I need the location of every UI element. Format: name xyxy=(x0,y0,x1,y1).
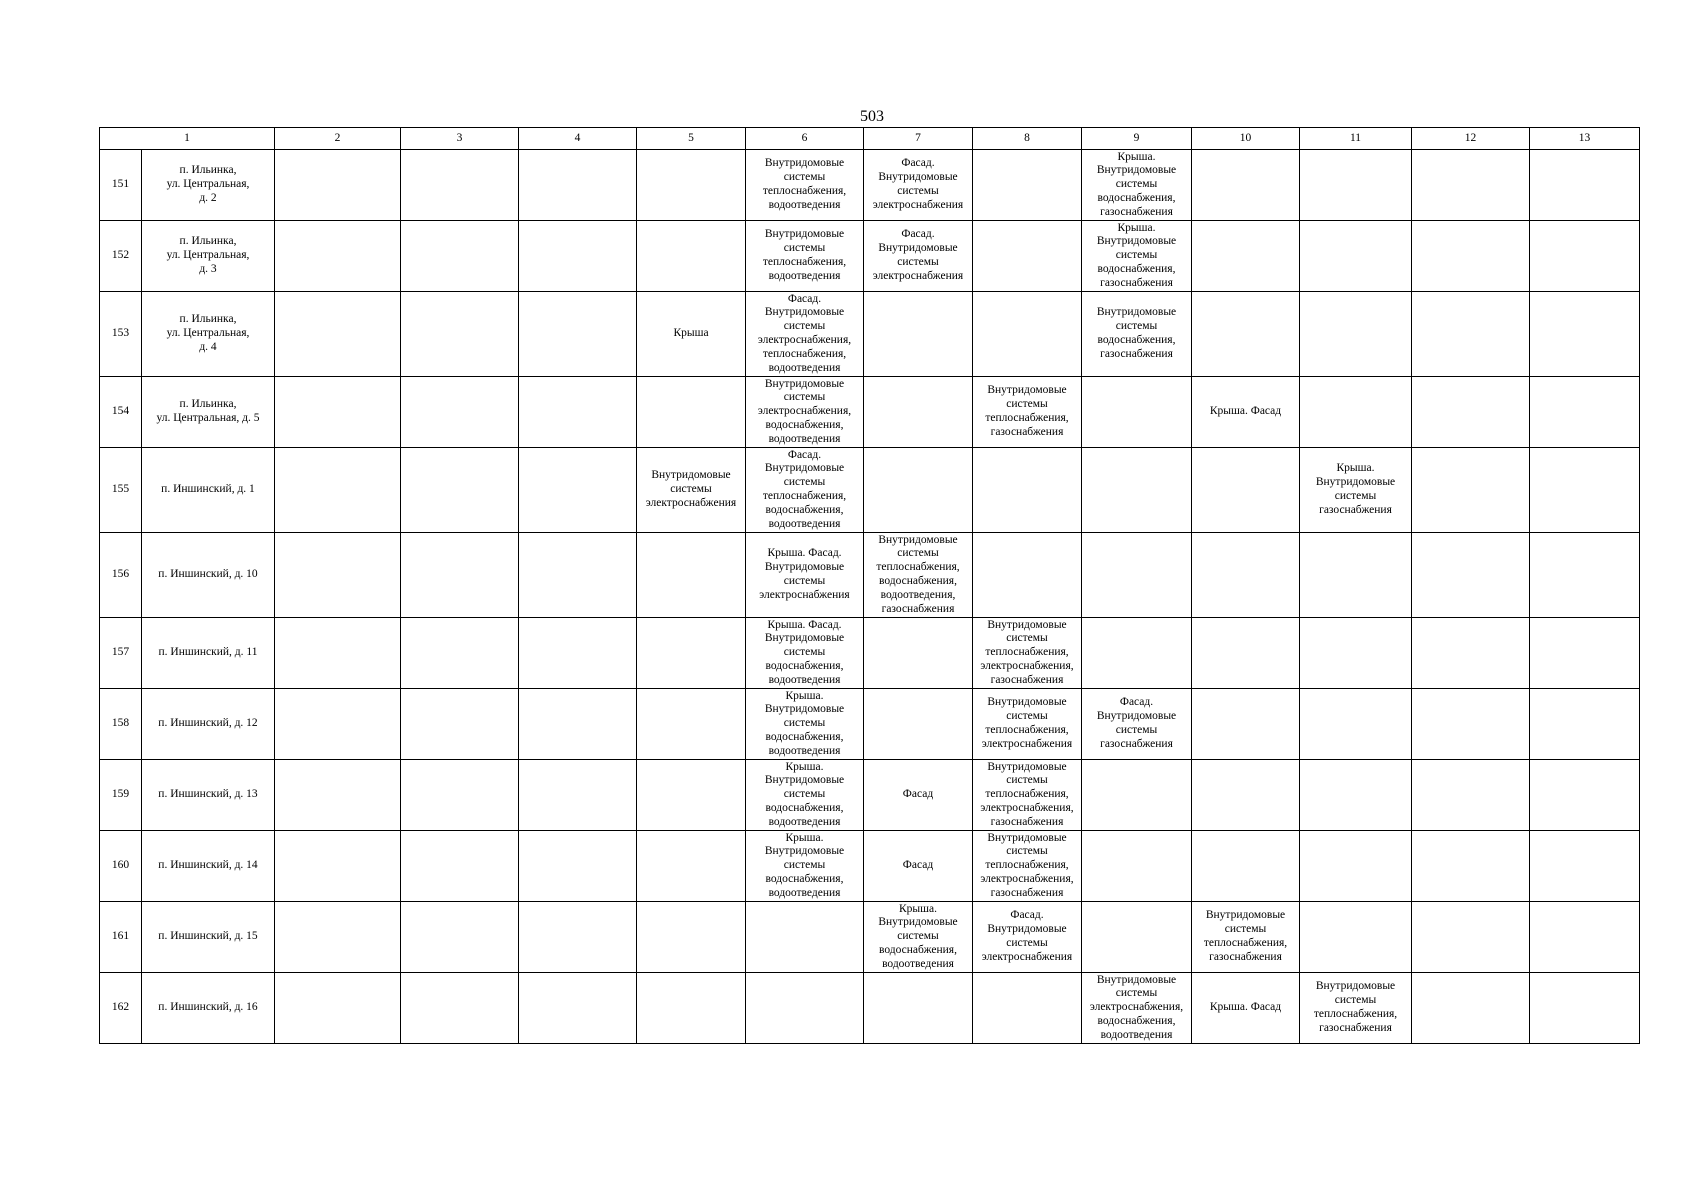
table-cell: Крыша. Внутридомовые системы водоснабжения, водоотведения xyxy=(746,760,864,831)
table-cell xyxy=(1192,221,1300,292)
table-cell: Крыша xyxy=(637,292,746,377)
table-cell xyxy=(973,973,1082,1044)
table-row xyxy=(100,973,1640,1044)
table-cell xyxy=(1530,221,1640,292)
table-cell xyxy=(637,377,746,448)
table-cell xyxy=(1530,689,1640,760)
table-cell xyxy=(401,973,519,1044)
table-cell xyxy=(1530,448,1640,533)
table-cell xyxy=(1300,150,1412,221)
table-cell: Внутридомовые системы теплоснабжения, электроснабжения, газоснабжения xyxy=(973,760,1082,831)
table-cell xyxy=(1530,292,1640,377)
row-number: 160 xyxy=(100,831,142,902)
table-cell xyxy=(1530,973,1640,1044)
table-cell xyxy=(746,973,864,1044)
table-row xyxy=(100,902,1640,973)
table-cell xyxy=(864,618,973,689)
column-number-header: 7 xyxy=(864,128,973,150)
table-cell xyxy=(1192,760,1300,831)
table-cell xyxy=(637,150,746,221)
table-cell xyxy=(519,377,637,448)
table-cell xyxy=(401,292,519,377)
table-cell xyxy=(1530,533,1640,618)
page-number: 503 xyxy=(860,108,884,125)
table-cell xyxy=(1412,150,1530,221)
table-cell: Внутридомовые системы теплоснабжения, электроснабжения, газоснабжения xyxy=(973,831,1082,902)
table-cell xyxy=(637,760,746,831)
table-cell: Крыша. Фасад xyxy=(1192,973,1300,1044)
table-cell: Крыша. Внутридомовые системы водоснабжения, газоснабжения xyxy=(1082,150,1192,221)
table-cell xyxy=(1412,973,1530,1044)
table-cell xyxy=(401,448,519,533)
column-number-header: 13 xyxy=(1530,128,1640,150)
table-cell xyxy=(637,221,746,292)
table-cell xyxy=(637,618,746,689)
table-cell xyxy=(275,689,401,760)
table-cell xyxy=(637,533,746,618)
table-cell xyxy=(1300,831,1412,902)
table-cell xyxy=(1412,377,1530,448)
table-cell xyxy=(746,902,864,973)
column-numbers-row xyxy=(100,128,1640,150)
table-cell xyxy=(401,689,519,760)
table-cell xyxy=(1300,377,1412,448)
table-cell xyxy=(1530,902,1640,973)
table-cell xyxy=(1300,618,1412,689)
column-number-header: 4 xyxy=(519,128,637,150)
table-cell xyxy=(973,150,1082,221)
table-cell xyxy=(1412,292,1530,377)
address-cell: п. Иншинский, д. 13 xyxy=(142,760,275,831)
table-cell xyxy=(1412,533,1530,618)
table-cell xyxy=(1412,221,1530,292)
table-cell xyxy=(973,221,1082,292)
column-number-header: 12 xyxy=(1412,128,1530,150)
column-number-header: 10 xyxy=(1192,128,1300,150)
table-cell xyxy=(973,533,1082,618)
row-number: 156 xyxy=(100,533,142,618)
column-number-header: 1 xyxy=(100,128,275,150)
table-cell xyxy=(519,689,637,760)
address-cell: п. Иншинский, д. 11 xyxy=(142,618,275,689)
row-number: 154 xyxy=(100,377,142,448)
column-number-header: 2 xyxy=(275,128,401,150)
table-cell: Фасад xyxy=(864,831,973,902)
table-cell xyxy=(637,689,746,760)
column-number-header: 3 xyxy=(401,128,519,150)
table-cell xyxy=(401,377,519,448)
table-row xyxy=(100,831,1640,902)
table-cell xyxy=(519,150,637,221)
table-cell xyxy=(519,618,637,689)
address-cell: п. Иншинский, д. 16 xyxy=(142,973,275,1044)
table-row xyxy=(100,618,1640,689)
table-cell: Фасад. Внутридомовые системы электроснабжения xyxy=(864,221,973,292)
table-cell: Фасад. Внутридомовые системы электроснабжения, теплоснабжения, водоотведения xyxy=(746,292,864,377)
column-number-header: 6 xyxy=(746,128,864,150)
table-cell xyxy=(1082,831,1192,902)
table-cell xyxy=(275,448,401,533)
table-cell: Внутридомовые системы водоснабжения, газоснабжения xyxy=(1082,292,1192,377)
table-cell xyxy=(1412,760,1530,831)
table-row xyxy=(100,760,1640,831)
table-row xyxy=(100,448,1640,533)
table-cell: Внутридомовые системы теплоснабжения, электроснабжения xyxy=(973,689,1082,760)
table-cell xyxy=(275,292,401,377)
table-cell xyxy=(1300,533,1412,618)
table-row xyxy=(100,377,1640,448)
table-cell xyxy=(1300,689,1412,760)
row-number: 162 xyxy=(100,973,142,1044)
table-cell: Внутридомовые системы теплоснабжения, водоотведения xyxy=(746,221,864,292)
table-cell: Крыша. Внутридомовые системы водоснабжения, водоотведения xyxy=(746,689,864,760)
table-cell xyxy=(1082,448,1192,533)
table-cell: Фасад xyxy=(864,760,973,831)
table-cell xyxy=(637,831,746,902)
table-cell xyxy=(519,902,637,973)
table-cell xyxy=(864,448,973,533)
table-cell xyxy=(275,831,401,902)
table-cell xyxy=(275,377,401,448)
table-cell xyxy=(1082,618,1192,689)
row-number: 155 xyxy=(100,448,142,533)
table-cell xyxy=(1300,760,1412,831)
address-cell: п. Ильинка, ул. Центральная, д. 2 xyxy=(142,150,275,221)
table-cell: Фасад. Внутридомовые системы газоснабжения xyxy=(1082,689,1192,760)
row-number: 151 xyxy=(100,150,142,221)
table-row xyxy=(100,150,1640,221)
table-cell xyxy=(1530,618,1640,689)
table-cell xyxy=(864,377,973,448)
table-cell xyxy=(1082,377,1192,448)
table-cell xyxy=(1412,831,1530,902)
row-number: 158 xyxy=(100,689,142,760)
table-cell: Внутридомовые системы теплоснабжения, водоснабжения, водоотведения, газоснабжения xyxy=(864,533,973,618)
address-cell: п. Ильинка, ул. Центральная, д. 5 xyxy=(142,377,275,448)
column-number-header: 9 xyxy=(1082,128,1192,150)
column-number-header: 8 xyxy=(973,128,1082,150)
table-cell: Фасад. Внутридомовые системы теплоснабжения, водоснабжения, водоотведения xyxy=(746,448,864,533)
table-cell xyxy=(275,618,401,689)
table-cell xyxy=(1530,150,1640,221)
table-cell xyxy=(275,760,401,831)
table-cell xyxy=(519,533,637,618)
table-cell: Крыша. Внутридомовые системы водоснабжения, водоотведения xyxy=(864,902,973,973)
table-cell xyxy=(401,533,519,618)
table-cell xyxy=(1412,902,1530,973)
table-cell: Крыша. Внутридомовые системы водоснабжения, газоснабжения xyxy=(1082,221,1192,292)
table-cell: Внутридомовые системы теплоснабжения, газоснабжения xyxy=(973,377,1082,448)
row-number: 157 xyxy=(100,618,142,689)
address-cell: п. Иншинский, д. 12 xyxy=(142,689,275,760)
table-cell: Фасад. Внутридомовые системы электроснабжения xyxy=(864,150,973,221)
table-cell xyxy=(864,689,973,760)
table-cell xyxy=(1192,448,1300,533)
address-cell: п. Иншинский, д. 10 xyxy=(142,533,275,618)
table-cell xyxy=(401,221,519,292)
table-cell xyxy=(275,221,401,292)
table-row xyxy=(100,533,1640,618)
table-cell: Внутридомовые системы электроснабжения, водоснабжения, водоотведения xyxy=(746,377,864,448)
table-cell xyxy=(637,973,746,1044)
table-cell xyxy=(864,973,973,1044)
repair-schedule-table xyxy=(99,127,1640,1044)
table-cell xyxy=(1192,150,1300,221)
table-cell xyxy=(401,831,519,902)
table-cell xyxy=(973,292,1082,377)
table-cell: Внутридомовые системы теплоснабжения, газоснабжения xyxy=(1192,902,1300,973)
address-cell: п. Иншинский, д. 1 xyxy=(142,448,275,533)
table-cell xyxy=(519,831,637,902)
table-cell xyxy=(1192,831,1300,902)
table-cell xyxy=(1300,221,1412,292)
table-cell xyxy=(1300,902,1412,973)
table-cell xyxy=(519,760,637,831)
table-cell xyxy=(1082,760,1192,831)
table-cell: Крыша. Фасад xyxy=(1192,377,1300,448)
table-cell xyxy=(275,902,401,973)
table-cell: Внутридомовые системы электроснабжения xyxy=(637,448,746,533)
table-cell: Крыша. Фасад. Внутридомовые системы водоснабжения, водоотведения xyxy=(746,618,864,689)
table-cell xyxy=(1412,689,1530,760)
table-cell xyxy=(1082,533,1192,618)
column-number-header: 11 xyxy=(1300,128,1412,150)
table-cell xyxy=(519,448,637,533)
table-cell xyxy=(1530,831,1640,902)
address-cell: п. Иншинский, д. 15 xyxy=(142,902,275,973)
table-cell xyxy=(1530,760,1640,831)
row-number: 159 xyxy=(100,760,142,831)
table-cell xyxy=(275,150,401,221)
table-cell xyxy=(1192,292,1300,377)
table-cell: Крыша. Фасад. Внутридомовые системы электроснабжения xyxy=(746,533,864,618)
column-number-header: 5 xyxy=(637,128,746,150)
address-cell: п. Ильинка, ул. Центральная, д. 4 xyxy=(142,292,275,377)
row-number: 152 xyxy=(100,221,142,292)
table-cell xyxy=(1300,292,1412,377)
table-cell: Фасад. Внутридомовые системы электроснабжения xyxy=(973,902,1082,973)
table-cell xyxy=(401,902,519,973)
address-cell: п. Ильинка, ул. Центральная, д. 3 xyxy=(142,221,275,292)
table-cell xyxy=(1082,902,1192,973)
table-cell xyxy=(1530,377,1640,448)
table-cell xyxy=(1192,618,1300,689)
table-row xyxy=(100,221,1640,292)
table-cell xyxy=(275,533,401,618)
table-cell xyxy=(519,221,637,292)
table-cell xyxy=(401,150,519,221)
table-cell: Крыша. Внутридомовые системы водоснабжения, водоотведения xyxy=(746,831,864,902)
row-number: 153 xyxy=(100,292,142,377)
table-cell xyxy=(1412,618,1530,689)
table-cell xyxy=(1412,448,1530,533)
row-number: 161 xyxy=(100,902,142,973)
table-cell xyxy=(637,902,746,973)
table-cell xyxy=(973,448,1082,533)
table-cell xyxy=(1192,689,1300,760)
table-row xyxy=(100,689,1640,760)
table-cell xyxy=(275,973,401,1044)
table-cell xyxy=(519,292,637,377)
table-cell: Внутридомовые системы теплоснабжения, электроснабжения, газоснабжения xyxy=(973,618,1082,689)
table-cell: Крыша. Внутридомовые системы газоснабжения xyxy=(1300,448,1412,533)
table-cell: Внутридомовые системы электроснабжения, водоснабжения, водоотведения xyxy=(1082,973,1192,1044)
address-cell: п. Иншинский, д. 14 xyxy=(142,831,275,902)
table-cell xyxy=(519,973,637,1044)
table-cell xyxy=(401,618,519,689)
table-cell xyxy=(401,760,519,831)
table-row xyxy=(100,292,1640,377)
table-cell: Внутридомовые системы теплоснабжения, газоснабжения xyxy=(1300,973,1412,1044)
table-cell xyxy=(864,292,973,377)
table-cell: Внутридомовые системы теплоснабжения, водоотведения xyxy=(746,150,864,221)
table-cell xyxy=(1192,533,1300,618)
